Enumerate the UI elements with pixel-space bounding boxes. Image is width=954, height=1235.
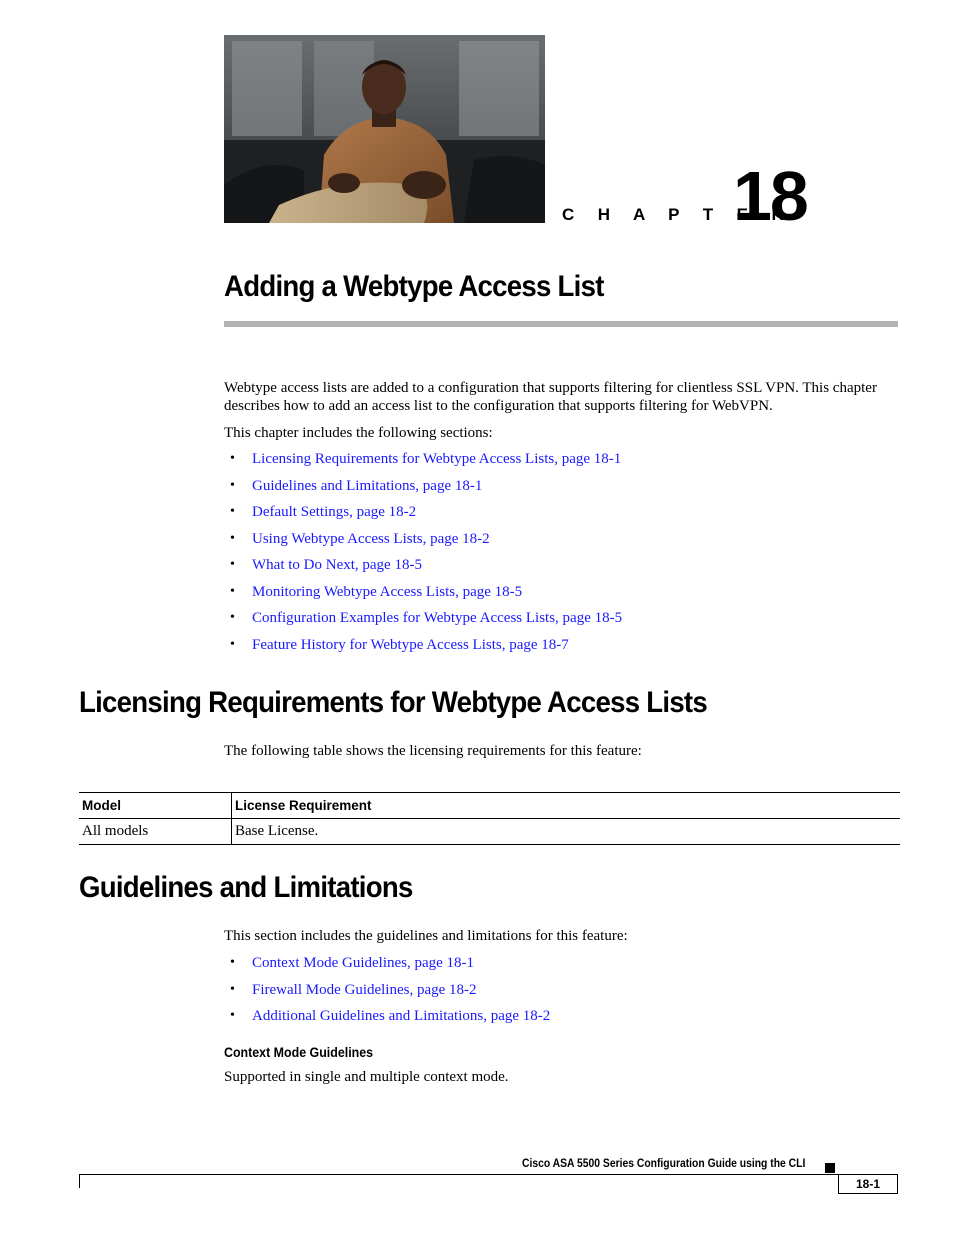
footer-rule: [79, 1174, 838, 1175]
footer-book-title: Cisco ASA 5500 Series Configuration Guide using the CLI: [522, 1158, 806, 1170]
chapter-number: 18: [733, 157, 807, 235]
column-header-license: License Requirement: [232, 793, 901, 819]
bullet-icon: •: [230, 636, 235, 652]
table-header-row: [79, 793, 900, 819]
chapter-label: C H A P T E R: [562, 205, 794, 224]
bullet-icon: •: [230, 451, 235, 466]
footer-tick: [79, 1174, 80, 1188]
link-monitoring[interactable]: Monitoring Webtype Access Lists, page 18-5: [252, 583, 523, 600]
context-mode-body: Supported in single and multiple context mode.: [224, 1069, 509, 1085]
link-licensing-requirements[interactable]: Licensing Requirements for Webtype Access Lists, page 18-1: [252, 451, 622, 467]
intro-paragraph: Webtype access lists are added to a configuration that supports filtering for clientless SSL VPN. This chapter describes how to add an access list to the configuration that supports filtering for WebVPN.: [224, 380, 877, 414]
licensing-lead: The following table shows the licensing requirements for this feature:: [224, 743, 642, 759]
chapter-photo: [224, 35, 545, 223]
link-default-settings[interactable]: Default Settings, page 18-2: [252, 504, 417, 520]
bullet-icon: •: [230, 583, 235, 599]
bullet-icon: •: [230, 610, 235, 625]
page-number: 18-1: [838, 1174, 898, 1194]
bullet-icon: •: [230, 557, 235, 572]
chapter-title: Adding a Webtype Access List: [224, 270, 604, 303]
link-firewall-mode[interactable]: Firewall Mode Guidelines, page 18-2: [252, 981, 477, 998]
bullet-icon: •: [230, 504, 235, 519]
sections-lead: This chapter includes the following sections:: [224, 425, 493, 441]
title-rule: [224, 321, 898, 327]
licensing-table: [79, 792, 900, 845]
link-what-to-do-next[interactable]: What to Do Next, page 18-5: [252, 557, 422, 573]
table-cell-license: Base License.: [232, 819, 901, 845]
bullet-icon: •: [230, 955, 235, 970]
guidelines-lead: This section includes the guidelines and limitations for this feature:: [224, 928, 628, 944]
link-configuration-examples[interactable]: Configuration Examples for Webtype Access Lists, page 18-5: [252, 610, 623, 626]
bullet-icon: •: [230, 477, 235, 493]
footer-marker: [825, 1163, 835, 1173]
link-additional-guidelines[interactable]: Additional Guidelines and Limitations, page 18-2: [252, 1008, 551, 1024]
link-using-webtype-access-lists[interactable]: Using Webtype Access Lists, page 18-2: [252, 530, 490, 547]
link-context-mode[interactable]: Context Mode Guidelines, page 18-1: [252, 955, 475, 971]
column-header-model: Model: [79, 793, 232, 819]
context-mode-subheading: Context Mode Guidelines: [224, 1045, 374, 1060]
licensing-heading: Licensing Requirements for Webtype Access Lists: [79, 686, 708, 719]
link-feature-history[interactable]: Feature History for Webtype Access Lists, page 18-7: [252, 636, 569, 653]
person-seated-image: [224, 35, 545, 223]
bullet-icon: •: [230, 1008, 235, 1023]
table-row: [79, 819, 900, 845]
bullet-icon: •: [230, 981, 235, 997]
table-cell-model: All models: [79, 819, 232, 845]
bullet-icon: •: [230, 530, 235, 546]
link-guidelines-limitations[interactable]: Guidelines and Limitations, page 18-1: [252, 477, 483, 494]
guidelines-heading: Guidelines and Limitations: [79, 871, 413, 904]
